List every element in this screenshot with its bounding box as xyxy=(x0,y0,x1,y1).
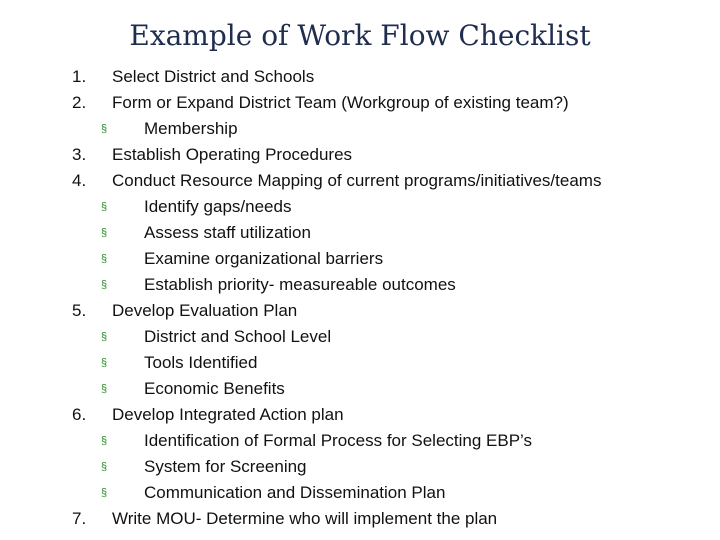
item-number: 7. xyxy=(72,509,87,528)
item-number: 4. xyxy=(72,171,87,190)
checklist-subitem xyxy=(0,376,720,402)
checklist-subitem xyxy=(0,454,720,480)
item-text: Develop Evaluation Plan xyxy=(112,301,298,320)
square-bullet-icon: § xyxy=(101,253,108,265)
checklist-item xyxy=(0,90,720,116)
square-bullet-icon: § xyxy=(101,227,108,239)
checklist-item xyxy=(0,402,720,428)
item-number: 5. xyxy=(72,301,87,320)
item-text: Develop Integrated Action plan xyxy=(112,405,344,424)
checklist-item xyxy=(0,142,720,168)
square-bullet-icon: § xyxy=(101,279,108,291)
checklist-item xyxy=(0,64,720,90)
workflow-checklist xyxy=(0,64,720,532)
checklist-subitem xyxy=(0,194,720,220)
subitem-text: Identification of Formal Process for Selecting EBP’s xyxy=(144,431,533,450)
checklist-item xyxy=(0,168,720,194)
subitem-text: District and School Level xyxy=(144,327,332,346)
subitem-text: Examine organizational barriers xyxy=(144,249,384,268)
checklist-subitem xyxy=(0,116,720,142)
subitem-text: Identify gaps/needs xyxy=(144,197,292,216)
subitem-text: System for Screening xyxy=(144,457,307,476)
square-bullet-icon: § xyxy=(101,487,108,499)
square-bullet-icon: § xyxy=(101,201,108,213)
checklist-subitem xyxy=(0,350,720,376)
item-number: 1. xyxy=(72,67,87,86)
square-bullet-icon: § xyxy=(101,357,108,369)
slide-title: Example of Work Flow Checklist xyxy=(129,19,591,52)
subitem-text: Economic Benefits xyxy=(144,379,285,398)
subitem-text: Assess staff utilization xyxy=(144,223,311,242)
subitem-text: Membership xyxy=(144,119,238,138)
item-number: 2. xyxy=(72,93,87,112)
checklist-subitem xyxy=(0,272,720,298)
item-text: Form or Expand District Team (Workgroup of existing team?) xyxy=(112,93,569,112)
checklist-item xyxy=(0,506,720,532)
subitem-text: Communication and Dissemination Plan xyxy=(144,483,446,502)
checklist-subitem xyxy=(0,428,720,454)
item-text: Conduct Resource Mapping of current programs/initiatives/teams xyxy=(112,171,602,190)
square-bullet-icon: § xyxy=(101,461,108,473)
checklist-subitem xyxy=(0,220,720,246)
item-text: Write MOU- Determine who will implement the plan xyxy=(112,509,498,528)
checklist-subitem xyxy=(0,324,720,350)
checklist-subitem xyxy=(0,480,720,506)
square-bullet-icon: § xyxy=(101,123,108,135)
subitem-text: Tools Identified xyxy=(144,353,258,372)
square-bullet-icon: § xyxy=(101,383,108,395)
item-number: 6. xyxy=(72,405,87,424)
item-text: Select District and Schools xyxy=(112,67,315,86)
checklist-subitem xyxy=(0,246,720,272)
item-text: Establish Operating Procedures xyxy=(112,145,353,164)
subitem-text: Establish priority- measureable outcomes xyxy=(144,275,456,294)
item-number: 3. xyxy=(72,145,87,164)
checklist-item xyxy=(0,298,720,324)
square-bullet-icon: § xyxy=(101,435,108,447)
square-bullet-icon: § xyxy=(101,331,108,343)
